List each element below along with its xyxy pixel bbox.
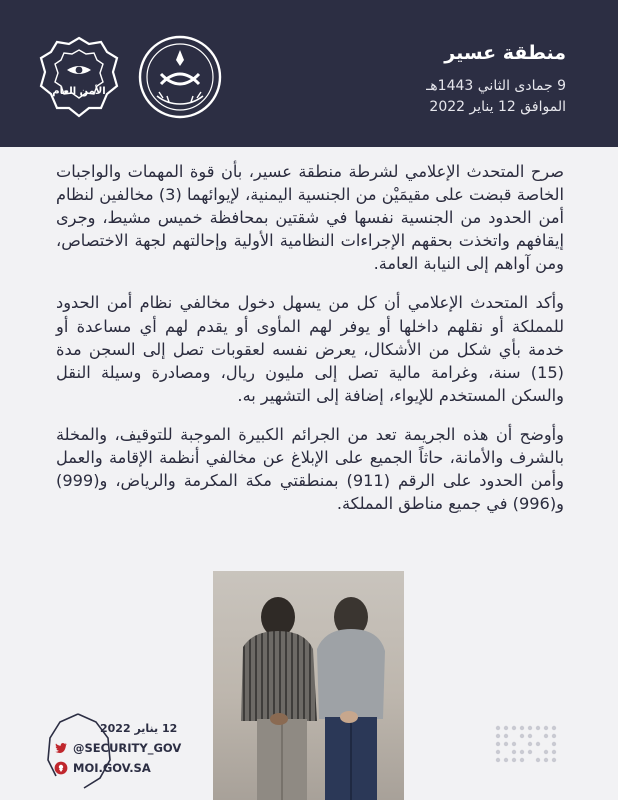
public-security-emblem: [37, 34, 121, 120]
paragraph-1: صرح المتحدث الإعلامي لشرطة منطقة عسير، بأن قوة المهمات والواجبات الخاصة قبضت على مقيمَيْن من الجنسية اليمنية، لإيوائهما (3) مخالفين لنظام أمن الحدود من الجنسية نفسها في شقتين بمحافظة خميس مشيط، وجرى إيقافهم واتخذت بحقهم الإجراءات النظامية الأولية وإحالتهم لجهة الاختصاص، ومن آواهم إلى النيابة العامة.: [56, 162, 564, 274]
twitter-icon: [54, 741, 68, 755]
decorative-dot-pattern: [492, 722, 562, 768]
pin-icon: [54, 761, 68, 775]
region-title: منطقة عسير: [444, 42, 566, 64]
twitter-handle-row[interactable]: [54, 740, 181, 756]
website-row[interactable]: [54, 760, 151, 776]
header-text-block: [426, 40, 566, 118]
logo-text: الأمن العام: [52, 86, 106, 97]
footer-date: 12 يناير 2022: [100, 722, 178, 735]
statement-body: [56, 160, 564, 531]
paragraph-2: وأكد المتحدث الإعلامي أن كل من يسهل دخول مخالفي نظام أمن الحدود للمملكة أو نقلهم داخلها أو يوفر لهم المأوى أو يقدم لهم أي مساعدة أو خدمة بأي شكل من الأشكال، يعرض نفسه لعقوبات تصل إلى السجن مدة (15) سنة، وغرامة مالية تصل إلى مليون ريال، ومصادرة وسيلة النقل والسكن المستخدم للإيواء، إضافة إلى التشهير به.: [56, 293, 564, 405]
twitter-handle: @SECURITY_GOV: [73, 741, 182, 755]
header-banner: [0, 0, 618, 147]
ministry-emblem: [137, 34, 223, 120]
website-url: MOI.GOV.SA: [73, 761, 151, 775]
paragraph-3: وأوضح أن هذه الجريمة تعد من الجرائم الكبيرة الموجبة للتوقيف، والمخلة بالشرف والأمانة، حاثاً الجميع على الإبلاغ عن مخالفي أنظمة الإقامة والعمل وأمن الحدود على الرقم (911) بمنطقتي مكة المكرمة والرياض، و(999) و(996) في جميع مناطق المملكة.: [56, 424, 564, 514]
hijri-date: 9 جمادى الثاني 1443هـ: [426, 78, 566, 94]
suspects-photo: [213, 571, 404, 800]
gregorian-date: الموافق 12 يناير 2022: [429, 99, 566, 115]
